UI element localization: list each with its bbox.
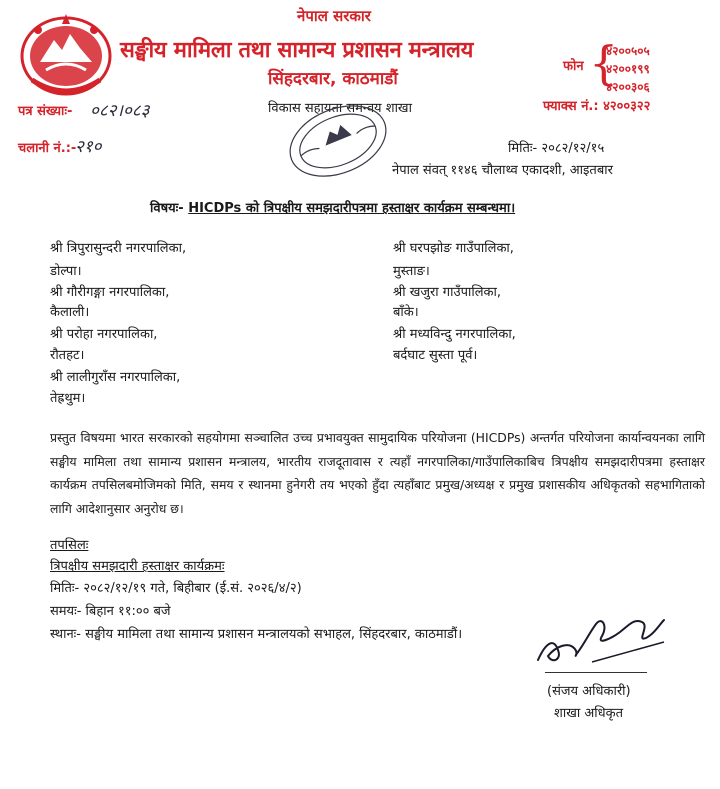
ministry-name: सङ्घीय मामिला तथा सामान्य प्रशासन मन्त्रालय [120,38,474,63]
dispatch-number-value: २१० [75,137,102,157]
ref-number-value: ०८२।०८३ [90,101,150,121]
recipient-name: श्री खजुरा गाउँपालिका, [393,285,502,300]
program-time: समयः- बिहान ११:०० बजे [50,604,171,619]
recipient-place: कैलाली। [50,305,90,320]
recipient-place: डोल्पा। [50,264,82,279]
phone-brace: { [589,36,619,90]
government-name: नेपाल सरकार [297,7,371,25]
program-venue: स्थानः- सङ्घीय मामिला तथा सामान्य प्रशासन मन्त्रालयको सभाहल, सिंहदरबार, काठमाडौं। [50,627,463,642]
recipient-place: बर्दघाट सुस्ता पूर्व। [393,348,478,363]
program-date: मितिः- २०८२/१२/१९ गते, बिहीबार (ई.सं. २०२६/४/२) [50,581,302,596]
nepal-emblem-logo [18,10,114,96]
recipient-place: मुस्ताङ। [393,264,430,279]
ministry-location: सिंहदरबार, काठमाडौं [268,69,398,89]
subject-text: HICDPs को त्रिपक्षीय समझदारीपत्रमा हस्ताक्षर कार्यक्रम सम्बन्धमा। [188,201,516,216]
signatory-designation: शाखा अधिकृत [554,706,624,721]
recipient-name: श्री गौरीगङ्गा नगरपालिका, [50,285,170,300]
branch-name: विकास सहायता समन्वय शाखा [268,101,412,116]
subject-label: विषयः- [150,201,184,216]
signatory-name: (संजय अधिकारी) [547,684,631,699]
program-title: त्रिपक्षीय समझदारी हस्ताक्षर कार्यक्रमः [50,559,225,574]
recipient-name: श्री लालीगुराँस नगरपालिका, [50,370,181,385]
recipient-place: बाँके। [393,305,419,320]
signature-line [545,672,647,673]
recipient-place: रौतहट। [50,348,85,363]
handwritten-signature [532,602,672,672]
dispatch-number-label: चलानी नं.:- [18,141,77,156]
phone-label: फोन [563,59,584,74]
nepal-samvat-date: नेपाल संवत् ११४६ चौलाथ्व एकादशी, आइतबार [392,163,613,178]
recipient-name: श्री मध्यविन्दु नगरपालिका, [393,327,516,342]
phone-number: ४२००५०५ [606,44,650,58]
phone-number: ४२००३०६ [606,80,650,94]
recipient-name: श्री घरपझोङ गाउँपालिका, [393,241,514,256]
phone-number: ४२००१९९ [606,62,650,76]
letter-body-paragraph: प्रस्तुत विषयमा भारत सरकारको सहयोगमा सञ्चालित उच्च प्रभावयुक्त सामुदायिक परियोजना (HICDPs) अन्तर्गत परियोजना कार्यान्वयनका लागि सङ्घीय मामिला तथा सामान्य प्रशासन मन्त्रालय, भारतीय राजदूतावास र त्यहाँ नगरपालिका/गाउँपालिकाबिच त्रिपक्षीय समझदारीपत्रमा हस्ताक्षर कार्यक्रम तपसिलबमोजिमको मिति, समय र स्थानमा हुनेगरी तय भएको हुँदा त्यहाँबाट प्रमुख/अध्यक्ष र प्रमुख प्रशासकीय अधिकृतको सहभागिताको लागि आदेशानुसार अनुरोध छ। [50,430,705,516]
recipient-name: श्री त्रिपुरासुन्दरी नगरपालिका, [50,241,187,256]
fax-number: फ्याक्स नं.: ४२००३२२ [543,99,651,114]
recipient-place: तेह्रथुम। [50,391,86,406]
ref-number-label: पत्र संख्याः- [18,104,73,119]
tapasil-heading: तपसिलः [50,538,89,553]
recipient-name: श्री परोहा नगरपालिका, [50,327,158,342]
subject-line [150,198,515,216]
office-stamp [282,100,394,182]
letter-date: मितिः- २०८२/१२/१५ [508,141,605,156]
